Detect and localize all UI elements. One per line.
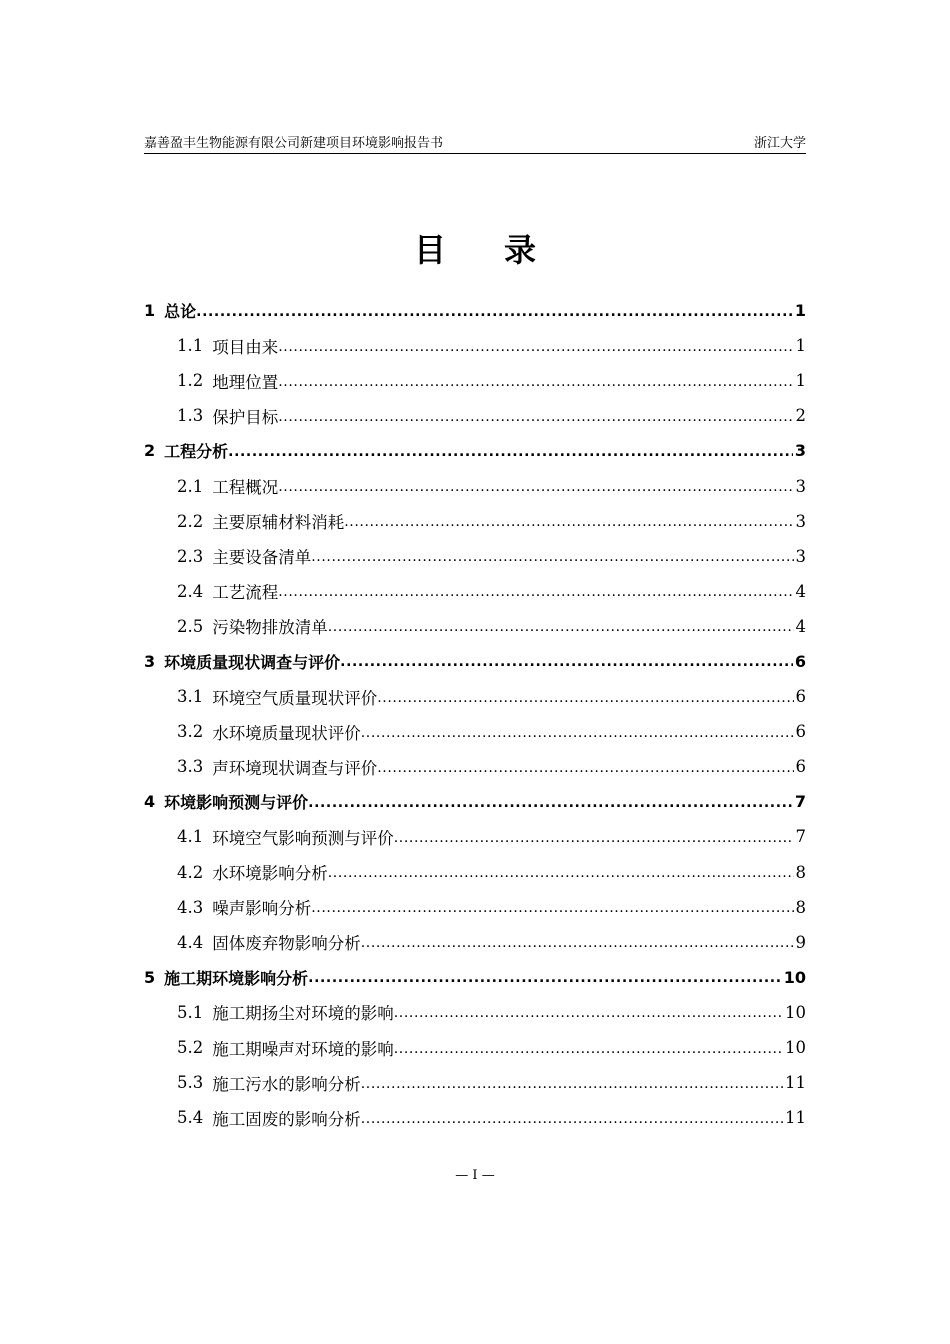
toc-dot-leader xyxy=(328,862,794,882)
toc-entry-label: 环境质量现状调查与评价 xyxy=(164,652,341,672)
toc-dot-leader xyxy=(361,722,794,742)
toc-entry-number: 2.1 xyxy=(177,476,204,496)
toc-entry-page-number: 7 xyxy=(794,792,806,812)
toc-chapter-entry[interactable] xyxy=(144,784,806,819)
toc-entry-label: 施工固废的影响分析 xyxy=(212,1109,361,1129)
toc-entry-label: 固体废弃物影响分析 xyxy=(212,934,361,954)
toc-section-entry[interactable] xyxy=(144,679,806,714)
toc-section-entry[interactable] xyxy=(144,504,806,539)
toc-entry-label: 施工期环境影响分析 xyxy=(164,968,309,988)
toc-entry-label: 工程概况 xyxy=(212,478,279,498)
toc-entry-number: 1 xyxy=(144,301,156,321)
toc-section-entry[interactable] xyxy=(144,749,806,784)
toc-entry-number: 1.3 xyxy=(177,406,204,426)
toc-entry-page-number: 10 xyxy=(783,967,806,987)
toc-section-entry[interactable] xyxy=(144,819,806,854)
toc-entry-number: 5.2 xyxy=(177,1038,204,1058)
toc-section-entry[interactable] xyxy=(144,995,806,1030)
toc-section-entry[interactable] xyxy=(144,1065,806,1100)
toc-dot-leader xyxy=(278,476,793,496)
toc-entry-number: 2.3 xyxy=(177,546,204,566)
toc-dot-leader xyxy=(311,897,793,917)
toc-dot-leader xyxy=(328,616,794,636)
toc-section-entry[interactable] xyxy=(144,609,806,644)
toc-entry-number: 5.1 xyxy=(177,1002,204,1022)
toc-dot-leader xyxy=(311,546,793,566)
toc-entry-page-number: 8 xyxy=(795,897,806,917)
toc-entry-number: 5 xyxy=(144,967,156,987)
toc-entry-label: 噪声影响分析 xyxy=(212,899,312,919)
toc-entry-page-number: 4 xyxy=(795,581,806,601)
toc-entry-number: 3.3 xyxy=(177,757,204,777)
toc-dot-leader xyxy=(228,441,793,461)
toc-dot-leader xyxy=(394,827,794,847)
toc-section-entry[interactable] xyxy=(144,363,806,398)
page-header xyxy=(144,134,806,154)
table-of-contents xyxy=(144,293,806,1135)
toc-entry-page-number: 8 xyxy=(795,862,806,882)
toc-entry-label: 主要设备清单 xyxy=(212,548,312,568)
header-organization: 浙江大学 xyxy=(753,136,806,151)
toc-dot-leader xyxy=(394,1002,783,1022)
toc-entry-page-number: 1 xyxy=(795,336,806,356)
toc-entry-page-number: 3 xyxy=(795,546,806,566)
toc-dot-leader xyxy=(394,1038,783,1058)
toc-chapter-entry[interactable] xyxy=(144,960,806,995)
toc-entry-page-number: 6 xyxy=(795,687,806,707)
toc-entry-page-number: 10 xyxy=(785,1038,806,1058)
toc-dot-leader xyxy=(344,511,793,531)
toc-section-entry[interactable] xyxy=(144,1030,806,1065)
toc-entry-label: 工程分析 xyxy=(164,442,229,462)
toc-dot-leader xyxy=(361,932,794,952)
toc-entry-label: 水环境质量现状评价 xyxy=(212,723,361,743)
toc-chapter-entry[interactable] xyxy=(144,644,806,679)
toc-entry-label: 环境影响预测与评价 xyxy=(164,793,309,813)
toc-entry-label: 主要原辅材料消耗 xyxy=(212,513,345,533)
toc-dot-leader xyxy=(377,687,793,707)
toc-entry-number: 4 xyxy=(144,792,156,812)
toc-title: 目录 xyxy=(413,231,594,269)
toc-entry-label: 环境空气影响预测与评价 xyxy=(212,828,394,848)
toc-entry-page-number: 9 xyxy=(795,932,806,952)
toc-entry-label: 总论 xyxy=(164,302,197,322)
toc-entry-page-number: 11 xyxy=(785,1073,806,1093)
toc-entry-number: 3.1 xyxy=(177,687,204,707)
toc-entry-number: 5.4 xyxy=(177,1108,204,1128)
toc-entry-number: 2 xyxy=(144,441,156,461)
toc-section-entry[interactable] xyxy=(144,855,806,890)
toc-dot-leader xyxy=(361,1108,783,1128)
toc-entry-number: 2.5 xyxy=(177,616,204,636)
toc-entry-page-number: 10 xyxy=(785,1002,806,1022)
toc-section-entry[interactable] xyxy=(144,714,806,749)
toc-section-entry[interactable] xyxy=(144,574,806,609)
page-number: — I — xyxy=(455,1168,495,1183)
toc-entry-page-number: 3 xyxy=(795,511,806,531)
toc-dot-leader xyxy=(361,1073,783,1093)
toc-entry-number: 4.1 xyxy=(177,827,204,847)
toc-entry-label: 工艺流程 xyxy=(212,583,279,603)
toc-entry-page-number: 7 xyxy=(795,827,806,847)
toc-entry-number: 1.2 xyxy=(177,371,204,391)
toc-dot-leader xyxy=(377,757,793,777)
toc-entry-number: 2.4 xyxy=(177,581,204,601)
toc-entry-number: 4.3 xyxy=(177,897,204,917)
toc-entry-page-number: 4 xyxy=(795,616,806,636)
toc-entry-label: 施工期扬尘对环境的影响 xyxy=(212,1004,394,1024)
toc-section-entry[interactable] xyxy=(144,328,806,363)
toc-entry-label: 声环境现状调查与评价 xyxy=(212,758,378,778)
toc-entry-label: 地理位置 xyxy=(212,372,279,392)
toc-entry-number: 3.2 xyxy=(177,722,204,742)
toc-entry-number: 2.2 xyxy=(177,511,204,531)
toc-entry-page-number: 6 xyxy=(795,757,806,777)
toc-entry-label: 施工污水的影响分析 xyxy=(212,1074,361,1094)
toc-entry-page-number: 11 xyxy=(785,1108,806,1128)
toc-entry-page-number: 1 xyxy=(795,371,806,391)
toc-entry-label: 项目由来 xyxy=(212,337,279,357)
toc-entry-page-number: 1 xyxy=(794,301,806,321)
header-document-title: 嘉善盈丰生物能源有限公司新建项目环境影响报告书 xyxy=(144,136,444,151)
toc-entry-number: 4.4 xyxy=(177,932,204,952)
toc-entry-number: 5.3 xyxy=(177,1073,204,1093)
toc-dot-leader xyxy=(308,792,793,812)
toc-dot-leader xyxy=(340,651,793,671)
toc-entry-page-number: 3 xyxy=(795,476,806,496)
toc-entry-page-number: 6 xyxy=(794,651,806,671)
toc-section-entry[interactable] xyxy=(144,1100,806,1135)
toc-section-entry[interactable] xyxy=(144,468,806,503)
toc-dot-leader xyxy=(278,581,793,601)
toc-dot-leader xyxy=(278,336,793,356)
toc-section-entry[interactable] xyxy=(144,539,806,574)
toc-section-entry[interactable] xyxy=(144,890,806,925)
toc-dot-leader xyxy=(196,301,793,321)
toc-entry-page-number: 3 xyxy=(794,441,806,461)
toc-entry-page-number: 2 xyxy=(795,406,806,426)
toc-chapter-entry[interactable] xyxy=(144,293,806,328)
toc-entry-label: 污染物排放清单 xyxy=(212,618,328,638)
toc-entry-page-number: 6 xyxy=(795,722,806,742)
toc-entry-label: 保护目标 xyxy=(212,407,279,427)
toc-dot-leader xyxy=(278,371,793,391)
toc-entry-number: 1.1 xyxy=(177,336,204,356)
toc-section-entry[interactable] xyxy=(144,925,806,960)
toc-section-entry[interactable] xyxy=(144,398,806,433)
toc-entry-number: 4.2 xyxy=(177,862,204,882)
toc-dot-leader xyxy=(308,967,782,987)
toc-entry-label: 施工期噪声对环境的影响 xyxy=(212,1039,394,1059)
toc-chapter-entry[interactable] xyxy=(144,433,806,468)
toc-entry-label: 环境空气质量现状评价 xyxy=(212,688,378,708)
toc-entry-label: 水环境影响分析 xyxy=(212,864,328,884)
toc-entry-number: 3 xyxy=(144,651,156,671)
toc-dot-leader xyxy=(278,406,793,426)
